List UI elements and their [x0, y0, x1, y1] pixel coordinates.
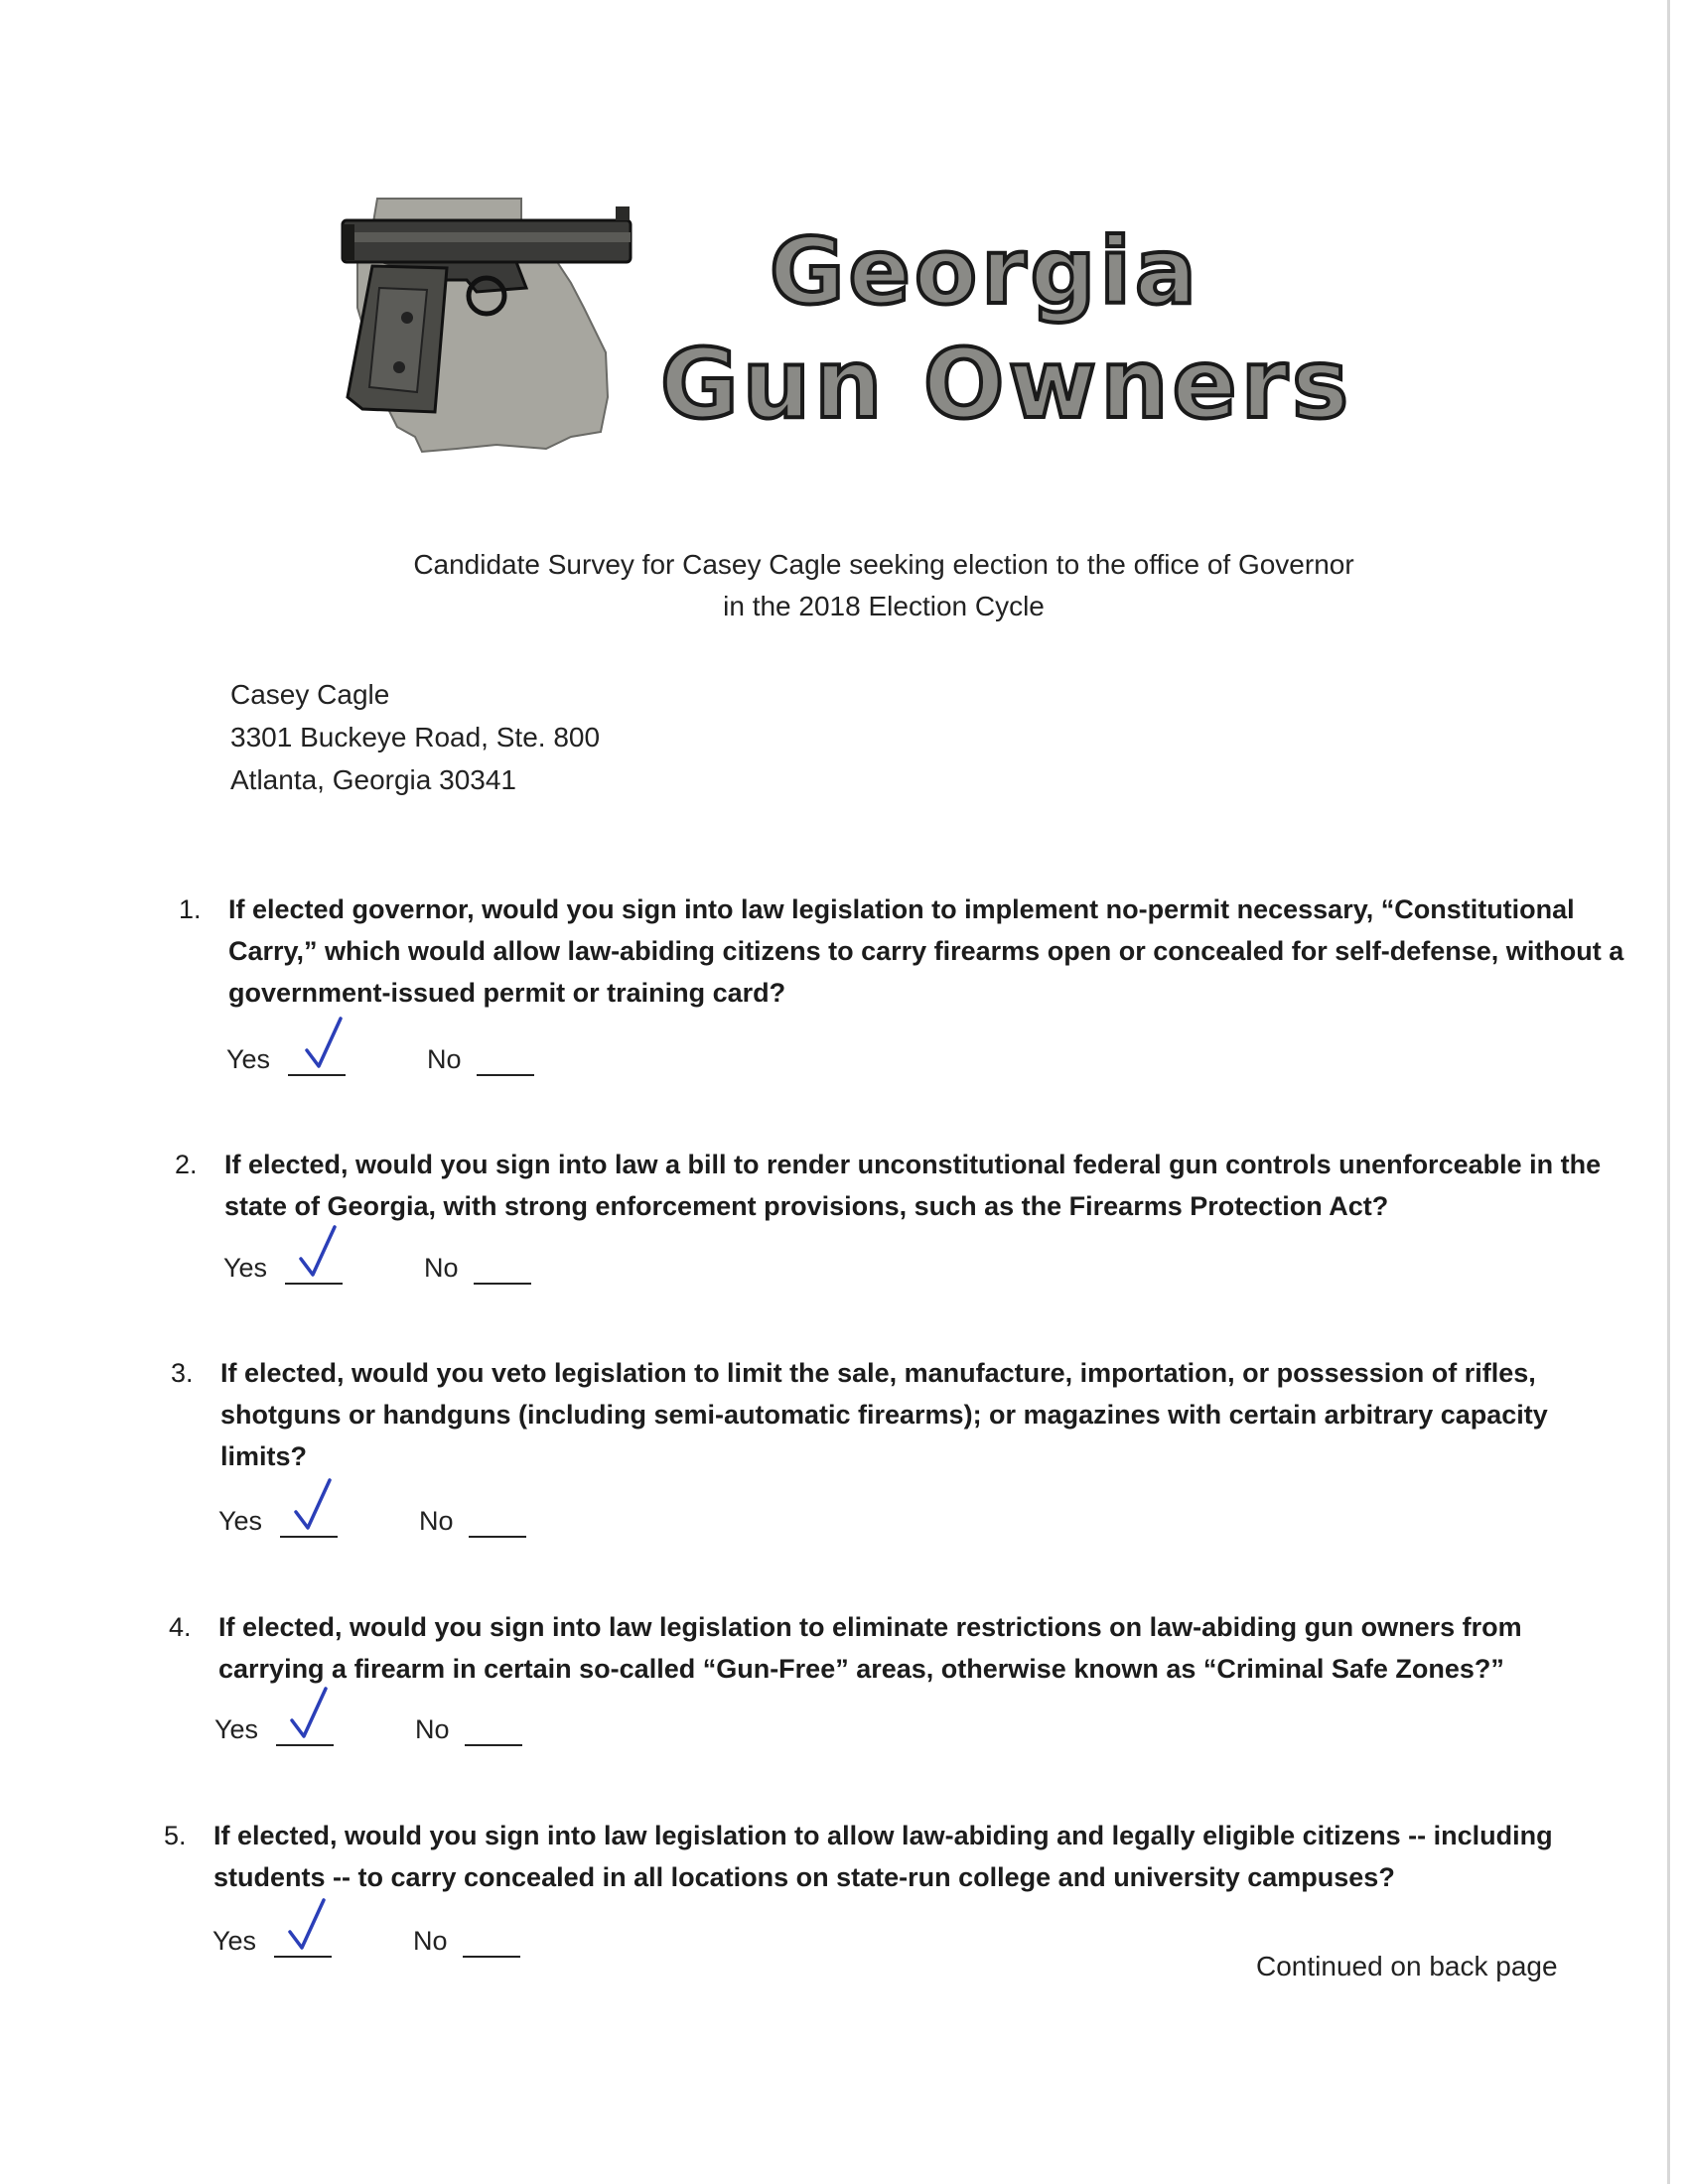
no-answer-line[interactable] [477, 1074, 534, 1076]
no-answer-line[interactable] [465, 1744, 522, 1746]
no-label: No [424, 1253, 459, 1283]
address-block [230, 673, 600, 801]
answer-row-1 [226, 1023, 544, 1082]
answer-row-3 [218, 1484, 536, 1544]
page-edge [1667, 0, 1670, 2184]
logo-line-gun-owners: Gun Owners [660, 329, 1353, 440]
question-4 [169, 1606, 1599, 1690]
question-number: 2. [175, 1150, 198, 1179]
question-number: 1. [179, 894, 202, 924]
no-label: No [427, 1044, 462, 1074]
question-5 [164, 1815, 1594, 1898]
no-label: No [413, 1926, 448, 1956]
address-city: Atlanta, Georgia 30341 [230, 764, 516, 795]
question-text: If elected, would you sign into law legislation to allow law-abiding and legally eligible citizens -- including students -- to carry concealed in all locations on state-run college and university campuses? [213, 1821, 1553, 1892]
question-text: If elected, would you veto legislation to limit the sale, manufacture, importation, or possession of rifles, shotguns or handguns (including semi-automatic firearms); or magazines with certain arbitrary capacity limits? [220, 1358, 1548, 1471]
yes-label: Yes [226, 1044, 271, 1074]
yes-label: Yes [212, 1926, 257, 1956]
checkmark-icon [301, 1017, 351, 1076]
pistol-over-georgia-map-icon [318, 189, 1410, 477]
yes-label: Yes [214, 1714, 259, 1744]
checkmark-icon [284, 1898, 334, 1958]
question-number: 5. [164, 1821, 187, 1850]
question-number: 3. [171, 1358, 194, 1388]
question-text: If elected, would you sign into law a bill to render unconstitutional federal gun controls unenforceable in the state of Georgia, with strong enforcement provisions, such as the Firearms Protection Act? [224, 1150, 1602, 1221]
no-answer-line[interactable] [474, 1283, 531, 1285]
no-label: No [415, 1714, 450, 1744]
answer-row-2 [223, 1231, 541, 1291]
survey-title-line-1: Candidate Survey for Casey Cagle seeking election to the office of Governor [413, 549, 1354, 580]
yes-label: Yes [223, 1253, 268, 1283]
checkmark-icon [286, 1687, 336, 1746]
no-label: No [419, 1506, 454, 1536]
answer-row-4 [214, 1693, 532, 1752]
no-answer-line[interactable] [463, 1956, 520, 1958]
logo-line-georgia: Georgia [770, 218, 1200, 325]
question-1 [179, 888, 1628, 1014]
address-street: 3301 Buckeye Road, Ste. 800 [230, 722, 601, 752]
survey-title-line-2: in the 2018 Election Cycle [723, 591, 1045, 621]
checkmark-icon [290, 1478, 340, 1538]
answer-row-5 [212, 1904, 530, 1964]
address-name: Casey Cagle [230, 679, 390, 710]
question-3 [171, 1352, 1601, 1477]
question-2 [175, 1144, 1605, 1227]
checkmark-icon [295, 1225, 345, 1285]
no-answer-line[interactable] [469, 1536, 526, 1538]
continued-note: Continued on back page [1256, 1951, 1558, 1981]
question-number: 4. [169, 1612, 192, 1642]
logo [318, 189, 1410, 477]
question-text: If elected, would you sign into law legislation to eliminate restrictions on law-abiding gun owners from carrying a firearm in certain so-called “Gun-Free” areas, otherwise known as “Criminal Safe Zones?” [218, 1612, 1522, 1684]
yes-label: Yes [218, 1506, 263, 1536]
question-text: If elected governor, would you sign into law legislation to implement no-permit necessary, “Constitutional Carry,” which would allow law-abiding citizens to carry firearms open or concealed for self-defense, without a government-issued permit or training card? [228, 894, 1624, 1008]
survey-title [298, 544, 1470, 627]
